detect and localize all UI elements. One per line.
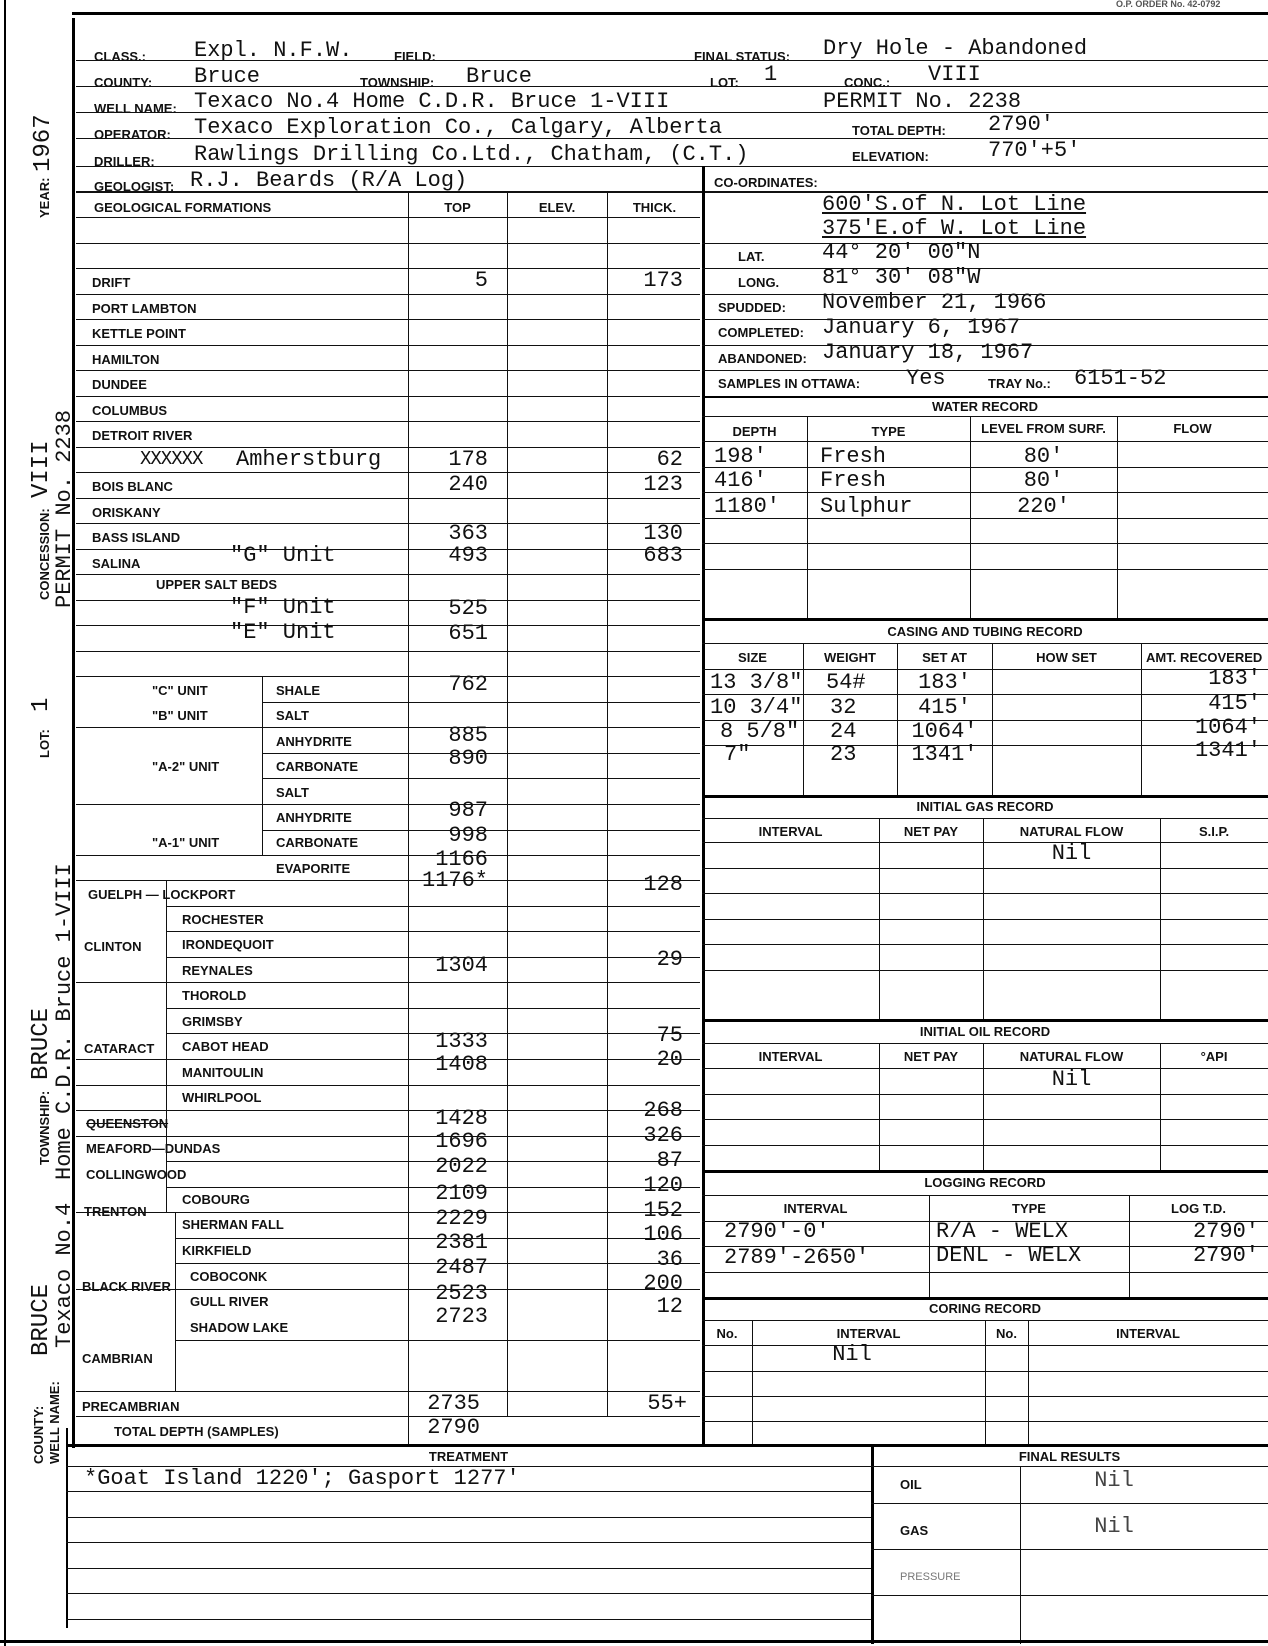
driller-value: Rawlings Drilling Co.Ltd., Chatham, (C.T.) xyxy=(194,142,749,167)
casing-row-1-set-at: 183' xyxy=(918,670,971,695)
margin-well-line: Home C.D.R. Bruce 1-VIII xyxy=(52,863,77,1180)
geologist-label: GEOLOGIST: xyxy=(94,179,175,194)
top-gull-river: 2523 xyxy=(435,1281,488,1306)
county-header-label: COUNTY: xyxy=(94,75,153,90)
thick-reynales: 29 xyxy=(656,947,683,972)
casing-row-1-weight: 54# xyxy=(826,670,866,695)
casing-row-2-set-at: 415' xyxy=(918,695,971,720)
top-precambrian: 2735 xyxy=(427,1391,480,1416)
geologist-value: R.J. Beards (R/A Log) xyxy=(190,168,468,193)
permit-header-value: PERMIT No. 2238 xyxy=(823,89,1022,114)
formation-g-unit: "G" Unit xyxy=(230,543,336,568)
water-row-3-depth: 1180' xyxy=(714,494,781,519)
formation-cataract: CATARACT xyxy=(84,1041,155,1056)
thick-drift: 173 xyxy=(643,268,683,293)
top-guelph: 1176* xyxy=(422,868,489,893)
coring-col-interval-1: INTERVAL xyxy=(836,1326,901,1341)
formation-shale: SHALE xyxy=(276,683,321,698)
tray-value: 6151-52 xyxy=(1074,366,1167,391)
top-e-unit: 651 xyxy=(448,621,488,646)
formation-port-lambton: PORT LAMBTON xyxy=(92,301,197,316)
coring-col-no-2: No. xyxy=(996,1326,1017,1341)
coring-col-interval-2: INTERVAL xyxy=(1116,1326,1180,1341)
formation-anhydrite-a1: ANHYDRITE xyxy=(276,810,352,825)
formation-detroit-river: DETROIT RIVER xyxy=(92,428,193,443)
col-thick: THICK. xyxy=(632,200,677,215)
formation-irondequoit: IRONDEQUOIT xyxy=(182,937,274,952)
top-carbonate-a2: 890 xyxy=(448,746,488,771)
water-row-1-level: 80' xyxy=(1023,444,1064,469)
casing-row-3-weight: 24 xyxy=(830,719,857,744)
township-value: BRUCE xyxy=(28,1007,55,1080)
concession-value: VIII xyxy=(28,440,55,498)
formation-precambrian: PRECAMBRIAN xyxy=(82,1399,180,1414)
top-shale: 762 xyxy=(448,672,488,697)
water-col-flow: FLOW xyxy=(1173,421,1212,436)
formation-b-unit: "B" UNIT xyxy=(152,708,208,723)
top-shadow-lake: 2723 xyxy=(435,1304,488,1329)
long-label: LONG. xyxy=(738,275,780,290)
formation-a1-unit: "A-1" UNIT xyxy=(152,835,220,850)
completed-label: COMPLETED: xyxy=(718,325,804,340)
lot-header-value: 1 xyxy=(764,62,778,87)
driller-label: DRILLER: xyxy=(94,154,155,169)
final-gas-value: Nil xyxy=(1094,1514,1134,1539)
township-header-value: Bruce xyxy=(466,64,533,89)
year-label: YEAR: xyxy=(37,177,52,218)
casing-row-1-amt: 183' xyxy=(1208,666,1261,691)
formation-black-river: BLACK RIVER xyxy=(82,1279,171,1294)
water-row-2-level: 80' xyxy=(1023,468,1064,493)
logging-title: LOGGING RECORD xyxy=(924,1175,1046,1190)
abandoned-label: ABANDONED: xyxy=(718,351,807,366)
top-coboconk: 2487 xyxy=(435,1255,488,1280)
formation-coboconk: COBOCONK xyxy=(190,1269,268,1284)
formation-oriskany: ORISKANY xyxy=(92,505,161,520)
final-status-value: Dry Hole - Abandoned xyxy=(823,36,1088,61)
lat-label: LAT. xyxy=(738,249,765,264)
final-results-title: FINAL RESULTS xyxy=(1018,1449,1121,1464)
formation-carbonate-a2: CARBONATE xyxy=(276,759,359,774)
long-value: 81° 30' 08"W xyxy=(822,265,981,290)
water-row-1-type: Fresh xyxy=(820,444,887,469)
thick-bois-blanc: 123 xyxy=(643,472,683,497)
formation-upper-salt-beds: UPPER SALT BEDS xyxy=(156,577,278,592)
final-gas-label: GAS xyxy=(900,1523,929,1538)
formation-gull-river: GULL RIVER xyxy=(190,1294,269,1309)
final-pressure-label: PRESSURE xyxy=(900,1571,961,1583)
casing-col-weight: WEIGHT xyxy=(824,650,876,665)
oil-col-interval: INTERVAL xyxy=(758,1049,823,1064)
formation-salt-a1: SALT xyxy=(276,785,309,800)
formation-dundee: DUNDEE xyxy=(92,377,147,392)
formation-kettle-point: KETTLE POINT xyxy=(92,326,186,341)
top-evaporite: 1166 xyxy=(435,847,488,872)
top-sherman-fall: 2229 xyxy=(435,1206,488,1231)
casing-row-4-set-at: 1341' xyxy=(911,742,978,767)
thick-collingwood: 87 xyxy=(656,1148,683,1173)
final-oil-label: OIL xyxy=(900,1477,922,1492)
thick-salina: 683 xyxy=(643,543,683,568)
top-carbonate-a1: 998 xyxy=(448,823,488,848)
water-row-3-type: Sulphur xyxy=(820,494,913,519)
coring-title: CORING RECORD xyxy=(929,1301,1041,1316)
water-title: WATER RECORD xyxy=(932,399,1038,414)
gas-col-net-pay: NET PAY xyxy=(903,824,959,839)
total-depth-header-label: TOTAL DEPTH: xyxy=(852,123,946,138)
formation-kirkfield: KIRKFIELD xyxy=(182,1243,252,1258)
formation-cambrian: CAMBRIAN xyxy=(82,1351,153,1366)
lot-label: LOT: xyxy=(37,729,52,758)
thick-coboconk: 36 xyxy=(656,1247,683,1272)
oil-col-api: °API xyxy=(1200,1049,1228,1064)
concession-label: CONCESSION: xyxy=(37,508,52,600)
formation-carbonate-a1: CARBONATE xyxy=(276,835,359,850)
coring-col-no-1: No. xyxy=(716,1326,738,1341)
formation-hamilton: HAMILTON xyxy=(92,352,160,367)
thick-kirkfield: 106 xyxy=(643,1222,683,1247)
logging-row-2-type: DENL - WELX xyxy=(936,1243,1082,1268)
coring-interval-value: Nil xyxy=(832,1342,872,1367)
thick-manitoulin: 20 xyxy=(656,1047,683,1072)
logging-row-2-interval: 2789'-2650' xyxy=(724,1245,870,1270)
thick-bass-island: 130 xyxy=(643,521,683,546)
top-anhydrite-a2: 885 xyxy=(448,723,488,748)
top-g-unit: 493 xyxy=(448,543,488,568)
class-value: Expl. N.F.W. xyxy=(194,38,353,63)
county-value: BRUCE xyxy=(28,1283,55,1356)
casing-row-4-size: 7" xyxy=(724,742,751,767)
formation-shadow-lake: SHADOW LAKE xyxy=(190,1320,289,1335)
formation-anhydrite-a2: ANHYDRITE xyxy=(276,734,352,749)
casing-row-2-size: 10 3/4" xyxy=(710,695,803,720)
thick-shadow-lake: 12 xyxy=(656,1294,683,1319)
thick-gull-river: 200 xyxy=(643,1271,683,1296)
casing-row-4-weight: 23 xyxy=(830,742,857,767)
logging-row-1-interval: 2790'-0' xyxy=(724,1219,830,1244)
thick-cobourg: 120 xyxy=(643,1173,683,1198)
logging-row-2-td: 2790' xyxy=(1192,1243,1259,1268)
oil-col-natural-flow: NATURAL FLOW xyxy=(1019,1049,1124,1064)
treatment-title: TREATMENT xyxy=(428,1449,509,1464)
logging-col-log-td: LOG T.D. xyxy=(1171,1201,1226,1216)
casing-title: CASING AND TUBING RECORD xyxy=(887,624,1083,639)
year-value: 1967 xyxy=(30,114,57,172)
formation-e-unit: "E" Unit xyxy=(230,620,336,645)
top-f-unit: 525 xyxy=(448,596,488,621)
thick-guelph: 128 xyxy=(643,872,683,897)
formation-rochester: ROCHESTER xyxy=(182,912,264,927)
formation-drift: DRIFT xyxy=(92,275,131,290)
top-total-depth: 2790 xyxy=(427,1415,480,1440)
thick-cabot-head: 75 xyxy=(656,1023,683,1048)
elevation-label: ELEVATION: xyxy=(852,149,929,164)
casing-row-2-amt: 415' xyxy=(1208,691,1261,716)
form-number: O.P. ORDER No. 42-0792 xyxy=(1116,0,1221,9)
operator-value: Texaco Exploration Co., Calgary, Alberta xyxy=(194,115,723,140)
casing-col-set-at: SET AT xyxy=(922,650,967,665)
thick-meaford: 326 xyxy=(643,1123,683,1148)
thick-queenston: 268 xyxy=(643,1098,683,1123)
casing-col-how-set: HOW SET xyxy=(1036,650,1097,665)
top-cobourg: 2109 xyxy=(435,1181,488,1206)
conc-value: VIII xyxy=(928,62,981,87)
top-queenston: 1428 xyxy=(435,1106,488,1131)
top-drift: 5 xyxy=(474,268,488,293)
casing-col-amt: AMT. RECOVERED xyxy=(1146,650,1263,665)
gas-col-interval: INTERVAL xyxy=(758,824,823,839)
final-status-label: FINAL STATUS: xyxy=(694,49,791,64)
casing-row-3-size: 8 5/8" xyxy=(720,719,800,744)
casing-col-size: SIZE xyxy=(738,650,767,665)
township-header-label: TOWNSHIP: xyxy=(360,75,435,90)
formation-amherstburg: Amherstburg xyxy=(236,447,382,472)
lot-value: 1 xyxy=(28,697,55,712)
logging-row-1-td: 2790' xyxy=(1192,1219,1259,1244)
total-depth-header-value: 2790' xyxy=(988,112,1055,137)
col-formation: GEOLOGICAL FORMATIONS xyxy=(94,200,272,215)
col-elev: ELEV. xyxy=(538,200,576,215)
well-name-header-value: Texaco No.4 Home C.D.R. Bruce 1-VIII xyxy=(194,89,670,114)
top-collingwood: 2022 xyxy=(435,1154,488,1179)
top-bass-island: 363 xyxy=(448,521,488,546)
oil-title: INITIAL OIL RECORD xyxy=(919,1024,1051,1039)
township-label: TOWNSHIP: xyxy=(37,1090,52,1165)
abandoned-value: January 18, 1967 xyxy=(822,340,1034,365)
tray-label: TRAY No.: xyxy=(988,376,1051,391)
formation-sherman-fall: SHERMAN FALL xyxy=(182,1217,284,1232)
coordinates-label: CO-ORDINATES: xyxy=(714,175,818,190)
logging-col-type: TYPE xyxy=(1012,1201,1046,1216)
top-anhydrite-a1: 987 xyxy=(448,798,488,823)
spudded-label: SPUDDED: xyxy=(718,300,786,315)
formation-collingwood: COLLINGWOOD xyxy=(86,1167,187,1182)
formation-salt-b: SALT xyxy=(276,708,309,723)
completed-value: January 6, 1967 xyxy=(822,315,1021,340)
casing-row-3-set-at: 1064' xyxy=(911,719,978,744)
col-top: TOP xyxy=(444,200,471,215)
formation-thorold: THOROLD xyxy=(182,988,247,1003)
formation-bois-blanc: BOIS BLANC xyxy=(92,479,173,494)
formation-trenton: TRENTON xyxy=(84,1204,147,1219)
margin-permit: PERMIT No. 2238 xyxy=(52,409,77,608)
samples-value: Yes xyxy=(906,366,946,391)
gas-natural-flow: Nil xyxy=(1051,841,1092,866)
formation-whirlpool: WHIRLPOOL xyxy=(182,1090,262,1105)
gas-col-sip: S.I.P. xyxy=(1198,824,1230,839)
casing-row-2-weight: 32 xyxy=(830,695,857,720)
top-kirkfield: 2381 xyxy=(435,1230,488,1255)
top-amherstburg: 178 xyxy=(448,447,488,472)
operator-label: OPERATOR: xyxy=(94,127,171,142)
samples-label: SAMPLES IN OTTAWA: xyxy=(718,376,861,391)
lat-value: 44° 20' 00"N xyxy=(822,240,981,265)
oil-col-net-pay: NET PAY xyxy=(903,1049,959,1064)
formation-bass-island: BASS ISLAND xyxy=(92,530,181,545)
top-cabot-head: 1333 xyxy=(435,1029,488,1054)
formation-a2-unit: "A-2" UNIT xyxy=(152,759,220,774)
logging-row-1-type: R/A - WELX xyxy=(936,1219,1069,1244)
gas-title: INITIAL GAS RECORD xyxy=(916,799,1054,814)
water-row-1-depth: 198' xyxy=(714,444,767,469)
formation-grimsby: GRIMSBY xyxy=(182,1014,243,1029)
oil-natural-flow: Nil xyxy=(1051,1067,1092,1092)
well-name-header-label: WELL NAME: xyxy=(94,101,177,116)
elevation-value: 770'+5' xyxy=(988,138,1081,163)
margin-well-name: Texaco No.4 xyxy=(52,1202,77,1348)
water-col-depth: DEPTH xyxy=(732,424,777,439)
water-col-level: LEVEL FROM SURF. xyxy=(981,421,1106,436)
thick-sherman-fall: 152 xyxy=(643,1198,683,1223)
formation-manitoulin: MANITOULIN xyxy=(182,1065,264,1080)
casing-row-3-amt: 1064' xyxy=(1194,715,1261,740)
formation-cobourg: COBOURG xyxy=(182,1192,250,1207)
treatment-line-1: *Goat Island 1220'; Gasport 1277' xyxy=(84,1466,520,1491)
top-reynales: 1304 xyxy=(435,953,488,978)
class-label: CLASS.: xyxy=(94,49,146,64)
formation-total-depth: TOTAL DEPTH (SAMPLES) xyxy=(114,1424,279,1439)
formation-c-unit: "C" UNIT xyxy=(152,683,208,698)
field-label: FIELD: xyxy=(394,49,436,64)
water-col-type: TYPE xyxy=(871,424,906,439)
formation-meaford: MEAFORD—DUNDAS xyxy=(86,1141,221,1156)
well-name-label: WELL NAME: xyxy=(47,1381,62,1464)
formation-evaporite: EVAPORITE xyxy=(276,861,351,876)
thick-precambrian: 55+ xyxy=(647,1391,687,1416)
formation-f-unit: "F" Unit xyxy=(230,595,336,620)
casing-row-1-size: 13 3/8" xyxy=(710,670,803,695)
formation-clinton: CLINTON xyxy=(84,939,142,954)
top-meaford: 1696 xyxy=(435,1129,488,1154)
formation-columbus: COLUMBUS xyxy=(92,403,168,418)
coord-line-2: 375'E.of W. Lot Line xyxy=(822,216,1087,241)
water-row-2-type: Fresh xyxy=(820,468,887,493)
formation-guelph: GUELPH — LOCKPORT xyxy=(88,887,236,902)
logging-col-interval: INTERVAL xyxy=(783,1201,848,1216)
county-header-value: Bruce xyxy=(194,64,261,89)
lot-header-label: LOT: xyxy=(710,75,739,90)
top-bois-blanc: 240 xyxy=(448,472,488,497)
amherstburg-strike: XXXXXX xyxy=(140,448,203,470)
water-row-2-depth: 416' xyxy=(714,468,767,493)
top-manitoulin: 1408 xyxy=(435,1052,488,1077)
coord-line-1: 600'S.of N. Lot Line xyxy=(822,192,1087,217)
formation-cabot-head: CABOT HEAD xyxy=(182,1039,269,1054)
final-oil-value: Nil xyxy=(1094,1468,1134,1493)
formation-salina: SALINA xyxy=(92,556,141,571)
casing-row-4-amt: 1341' xyxy=(1194,738,1261,763)
formation-reynales: REYNALES xyxy=(182,963,253,978)
thick-amherstburg: 62 xyxy=(656,447,683,472)
water-row-3-level: 220' xyxy=(1017,494,1070,519)
spudded-value: November 21, 1966 xyxy=(822,290,1047,315)
gas-col-natural-flow: NATURAL FLOW xyxy=(1019,824,1124,839)
formation-queenston: QUEENSTON xyxy=(86,1116,169,1131)
conc-label: CONC.: xyxy=(844,75,891,90)
county-label: COUNTY: xyxy=(31,1405,46,1464)
